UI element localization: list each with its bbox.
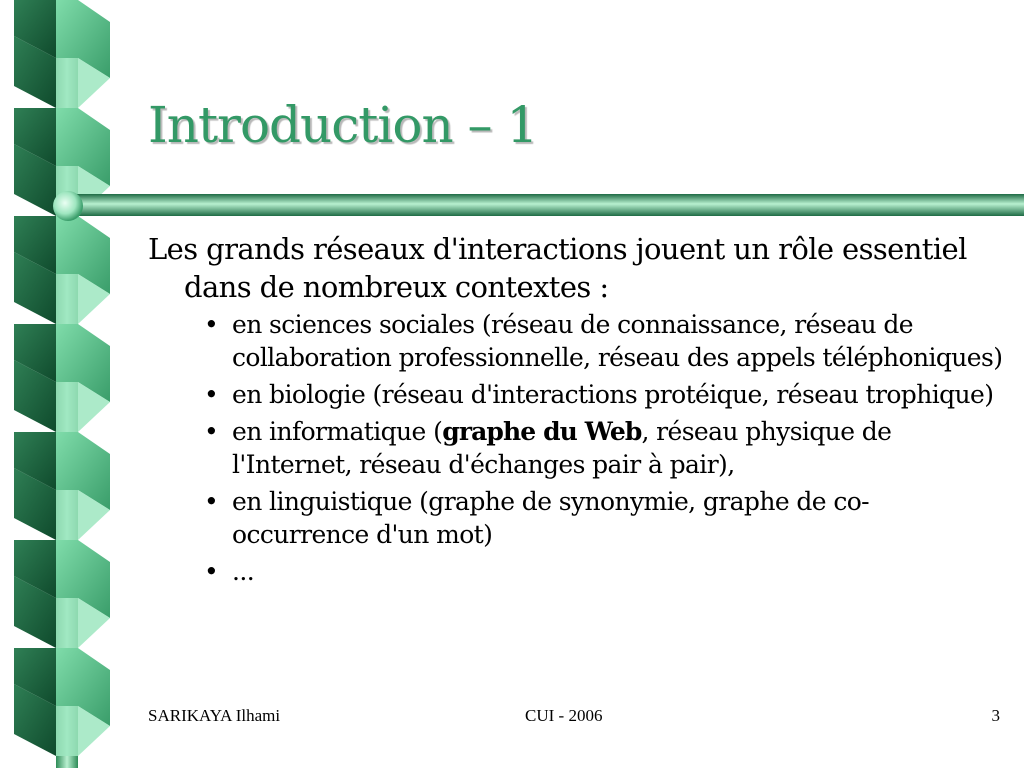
list-item <box>204 378 1004 411</box>
bullet-icon: • <box>204 417 219 446</box>
list-item-text: ... <box>232 557 255 586</box>
list-item-emphasis: graphe du Web <box>442 417 642 446</box>
bullet-list <box>204 308 1004 588</box>
spiral-binding-decoration <box>0 0 120 768</box>
list-item-text: en biologie (réseau d'interactions protéique, réseau trophique) <box>232 380 994 409</box>
slide-body <box>148 230 1008 592</box>
list-item <box>204 485 1004 551</box>
bullet-icon: • <box>204 557 219 586</box>
footer-author: SARIKAYA Ilhami <box>148 706 281 725</box>
slide-title: Introduction – 1 <box>148 96 538 154</box>
list-item <box>204 308 1004 374</box>
list-item-text-end: , réseau physique de l'Internet, réseau d'échanges pair à pair), <box>232 417 892 479</box>
list-item <box>204 555 1004 588</box>
title-divider-bar <box>52 190 1024 222</box>
list-item-text-start: en informatique ( <box>232 417 443 446</box>
list-item-text: en linguistique (graphe de synonymie, graphe de co-occurrence d'un mot) <box>232 487 870 549</box>
list-item <box>204 415 1004 481</box>
lead-paragraph: Les grands réseaux d'interactions jouent un rôle essentiel dans de nombreux contextes : <box>148 232 967 304</box>
bullet-icon: • <box>204 380 219 409</box>
list-item-text: en sciences sociales (réseau de connaissance, réseau de collaboration professionnelle, réseau des appels téléphoniques) <box>232 310 1003 372</box>
footer-event: CUI - 2006 <box>525 706 603 725</box>
bullet-icon: • <box>204 310 219 339</box>
bullet-icon: • <box>204 487 219 516</box>
footer-page-number: 3 <box>991 706 1000 725</box>
